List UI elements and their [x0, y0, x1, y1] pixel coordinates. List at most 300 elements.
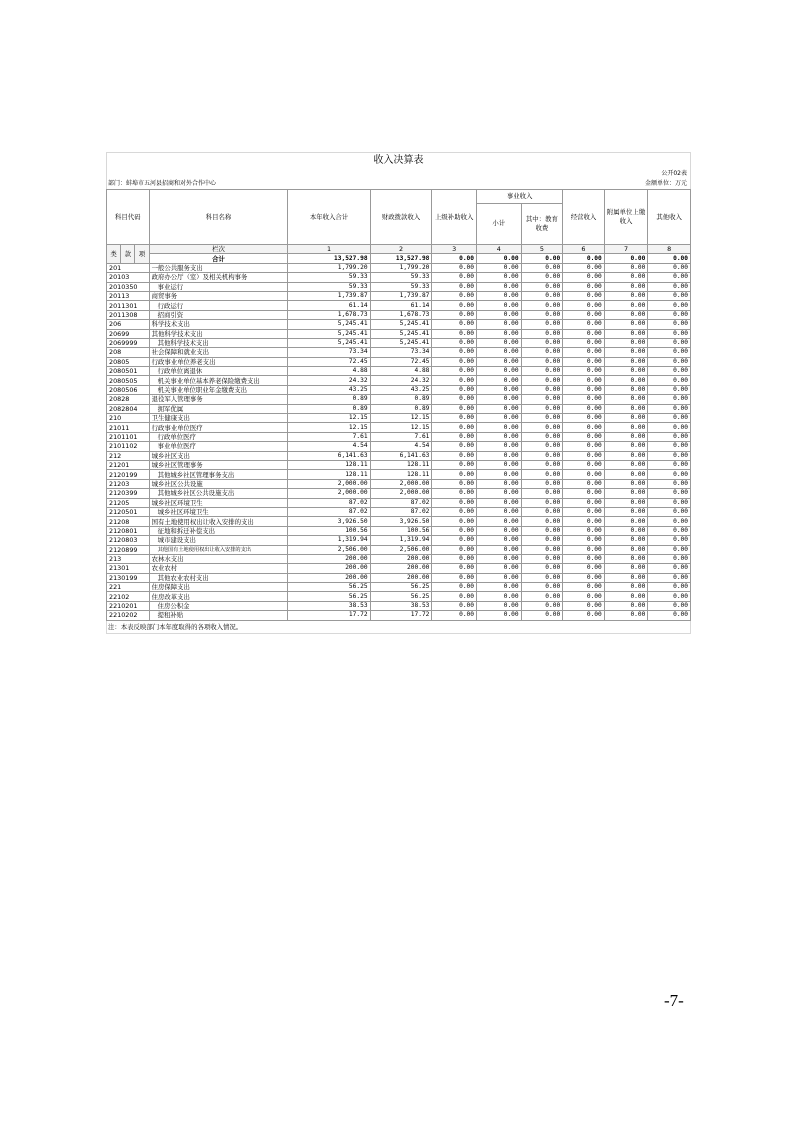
row-zero-amount: 0.00 [432, 460, 477, 469]
row-amount: 56.25 [370, 583, 432, 592]
row-amount: 72.45 [370, 357, 432, 366]
row-zero-amount: 0.00 [563, 404, 605, 413]
income-statement-sheet [106, 152, 691, 634]
row-zero-amount: 0.00 [477, 451, 522, 460]
row-zero-amount: 0.00 [477, 385, 522, 394]
row-zero-amount: 0.00 [521, 395, 563, 404]
total-label: 合计 [149, 254, 288, 263]
table-row [107, 357, 691, 366]
row-zero-amount: 0.00 [432, 357, 477, 366]
row-zero-amount: 0.00 [432, 470, 477, 479]
row-zero-amount: 0.00 [648, 601, 691, 610]
row-zero-amount: 0.00 [648, 385, 691, 394]
total-cell: 0.00 [477, 254, 522, 263]
row-subject-code: 2082804 [107, 404, 150, 413]
row-subject-name: 机关事业单位基本养老保险缴费支出 [149, 376, 288, 385]
row-subject-code: 22102 [107, 592, 150, 601]
row-zero-amount: 0.00 [477, 282, 522, 291]
table-row [107, 329, 691, 338]
row-subject-name: 一般公共服务支出 [149, 263, 288, 272]
header-other-income: 其他收入 [648, 190, 691, 245]
row-subject-code: 20103 [107, 273, 150, 282]
table-row [107, 301, 691, 310]
column-number: 2 [370, 245, 432, 254]
row-subject-name: 城乡社区管理事务 [149, 460, 288, 469]
row-zero-amount: 0.00 [477, 404, 522, 413]
row-zero-amount: 0.00 [648, 310, 691, 319]
row-zero-amount: 0.00 [432, 263, 477, 272]
row-zero-amount: 0.00 [521, 432, 563, 441]
row-zero-amount: 0.00 [477, 367, 522, 376]
row-amount: 1,678.73 [370, 310, 432, 319]
row-zero-amount: 0.00 [521, 310, 563, 319]
row-zero-amount: 0.00 [432, 348, 477, 357]
row-zero-amount: 0.00 [604, 460, 648, 469]
row-subject-name: 住房改革支出 [149, 592, 288, 601]
row-amount: 73.34 [288, 348, 370, 357]
row-subject-name: 行政运行 [149, 301, 288, 310]
row-subject-code: 20805 [107, 357, 150, 366]
row-amount: 2,000.00 [288, 489, 370, 498]
row-amount: 17.72 [288, 611, 370, 620]
row-zero-amount: 0.00 [604, 282, 648, 291]
row-subject-name: 政府办公厅（室）及相关机构事务 [149, 273, 288, 282]
row-zero-amount: 0.00 [563, 385, 605, 394]
row-zero-amount: 0.00 [432, 536, 477, 545]
row-amount: 2,000.00 [370, 489, 432, 498]
row-subject-code: 2210202 [107, 611, 150, 620]
row-zero-amount: 0.00 [521, 282, 563, 291]
table-note: 注：本表反映部门本年度取得的各项收入情况。 [106, 621, 691, 634]
row-zero-amount: 0.00 [604, 554, 648, 563]
header-row-index: 栏次 [149, 245, 288, 254]
row-zero-amount: 0.00 [521, 517, 563, 526]
row-subject-name: 提租补贴 [149, 611, 288, 620]
row-amount: 43.25 [370, 385, 432, 394]
table-row [107, 273, 691, 282]
row-amount: 1,739.87 [370, 291, 432, 300]
row-zero-amount: 0.00 [604, 517, 648, 526]
row-subject-name: 退役军人管理事务 [149, 395, 288, 404]
row-subject-name: 卫生健康支出 [149, 414, 288, 423]
row-zero-amount: 0.00 [521, 385, 563, 394]
row-zero-amount: 0.00 [477, 357, 522, 366]
row-zero-amount: 0.00 [477, 507, 522, 516]
row-amount: 0.89 [288, 404, 370, 413]
row-amount: 38.53 [370, 601, 432, 610]
row-subject-code: 2101102 [107, 442, 150, 451]
row-zero-amount: 0.00 [604, 291, 648, 300]
row-subject-name: 行政单位离退休 [149, 367, 288, 376]
row-zero-amount: 0.00 [563, 367, 605, 376]
row-zero-amount: 0.00 [648, 348, 691, 357]
row-amount: 72.45 [288, 357, 370, 366]
row-zero-amount: 0.00 [648, 423, 691, 432]
row-zero-amount: 0.00 [604, 310, 648, 319]
header-affiliated-income: 附属单位上缴收入 [604, 190, 648, 245]
row-zero-amount: 0.00 [563, 395, 605, 404]
row-zero-amount: 0.00 [432, 451, 477, 460]
row-subject-code: 2210201 [107, 601, 150, 610]
row-amount: 59.33 [288, 273, 370, 282]
row-subject-name: 城乡社区环境卫生 [149, 507, 288, 516]
row-zero-amount: 0.00 [648, 404, 691, 413]
total-cell: 0.00 [563, 254, 605, 263]
row-zero-amount: 0.00 [477, 338, 522, 347]
row-zero-amount: 0.00 [604, 404, 648, 413]
row-zero-amount: 0.00 [432, 489, 477, 498]
row-subject-name: 其他国有土地使用权出让收入安排的支出 [149, 545, 288, 554]
row-zero-amount: 0.00 [648, 357, 691, 366]
row-subject-code: 21301 [107, 564, 150, 573]
row-amount: 6,141.63 [288, 451, 370, 460]
row-amount: 17.72 [370, 611, 432, 620]
row-zero-amount: 0.00 [432, 301, 477, 310]
row-subject-code: 2011308 [107, 310, 150, 319]
row-zero-amount: 0.00 [563, 526, 605, 535]
table-row [107, 564, 691, 573]
row-zero-amount: 0.00 [563, 320, 605, 329]
row-subject-code: 21201 [107, 460, 150, 469]
row-zero-amount: 0.00 [521, 273, 563, 282]
table-row [107, 554, 691, 563]
row-zero-amount: 0.00 [521, 583, 563, 592]
row-zero-amount: 0.00 [477, 564, 522, 573]
row-zero-amount: 0.00 [432, 592, 477, 601]
row-zero-amount: 0.00 [648, 301, 691, 310]
row-zero-amount: 0.00 [648, 291, 691, 300]
row-zero-amount: 0.00 [432, 601, 477, 610]
row-zero-amount: 0.00 [563, 282, 605, 291]
form-code: 公开02表 [661, 170, 687, 177]
row-zero-amount: 0.00 [648, 583, 691, 592]
column-number: 7 [604, 245, 648, 254]
row-subject-code: 2120199 [107, 470, 150, 479]
form-code-row [106, 169, 691, 179]
row-zero-amount: 0.00 [432, 310, 477, 319]
row-zero-amount: 0.00 [563, 451, 605, 460]
row-zero-amount: 0.00 [648, 432, 691, 441]
row-zero-amount: 0.00 [604, 357, 648, 366]
row-zero-amount: 0.00 [521, 526, 563, 535]
row-zero-amount: 0.00 [477, 583, 522, 592]
row-amount: 128.11 [288, 470, 370, 479]
row-zero-amount: 0.00 [521, 263, 563, 272]
row-amount: 59.33 [370, 282, 432, 291]
row-zero-amount: 0.00 [521, 564, 563, 573]
row-subject-code: 20828 [107, 395, 150, 404]
row-zero-amount: 0.00 [477, 291, 522, 300]
row-subject-name: 住房保障支出 [149, 583, 288, 592]
row-zero-amount: 0.00 [648, 611, 691, 620]
row-zero-amount: 0.00 [521, 536, 563, 545]
row-amount: 61.14 [370, 301, 432, 310]
table-row [107, 611, 691, 620]
row-zero-amount: 0.00 [604, 498, 648, 507]
row-subject-name: 农业农村 [149, 564, 288, 573]
row-zero-amount: 0.00 [477, 573, 522, 582]
table-row [107, 310, 691, 319]
row-amount: 100.56 [288, 526, 370, 535]
row-zero-amount: 0.00 [604, 526, 648, 535]
row-zero-amount: 0.00 [604, 395, 648, 404]
row-amount: 1,319.94 [288, 536, 370, 545]
row-zero-amount: 0.00 [521, 611, 563, 620]
row-zero-amount: 0.00 [432, 385, 477, 394]
row-amount: 4.88 [370, 367, 432, 376]
row-amount: 56.25 [288, 592, 370, 601]
row-zero-amount: 0.00 [521, 376, 563, 385]
row-zero-amount: 0.00 [432, 329, 477, 338]
row-zero-amount: 0.00 [563, 263, 605, 272]
row-subject-code: 21011 [107, 423, 150, 432]
row-subject-name: 招商引资 [149, 310, 288, 319]
row-zero-amount: 0.00 [563, 498, 605, 507]
row-zero-amount: 0.00 [521, 301, 563, 310]
row-zero-amount: 0.00 [604, 564, 648, 573]
row-subject-name: 征地和拆迁补偿支出 [149, 526, 288, 535]
row-zero-amount: 0.00 [604, 338, 648, 347]
row-zero-amount: 0.00 [432, 404, 477, 413]
row-subject-name: 行政事业单位养老支出 [149, 357, 288, 366]
row-zero-amount: 0.00 [477, 470, 522, 479]
table-row [107, 545, 691, 554]
row-amount: 56.25 [370, 592, 432, 601]
row-zero-amount: 0.00 [648, 442, 691, 451]
header-lei: 类 [107, 245, 121, 264]
row-amount: 0.89 [288, 395, 370, 404]
row-zero-amount: 0.00 [432, 395, 477, 404]
row-subject-code: 20699 [107, 329, 150, 338]
row-amount: 5,245.41 [288, 320, 370, 329]
row-zero-amount: 0.00 [432, 517, 477, 526]
row-zero-amount: 0.00 [521, 414, 563, 423]
header-subject-code: 科目代码 [107, 190, 150, 245]
table-row [107, 573, 691, 582]
row-zero-amount: 0.00 [604, 385, 648, 394]
row-amount: 200.00 [288, 573, 370, 582]
row-zero-amount: 0.00 [521, 329, 563, 338]
row-zero-amount: 0.00 [432, 338, 477, 347]
total-cell: 0.00 [648, 254, 691, 263]
row-zero-amount: 0.00 [432, 442, 477, 451]
row-zero-amount: 0.00 [521, 489, 563, 498]
column-number: 1 [288, 245, 370, 254]
row-zero-amount: 0.00 [648, 367, 691, 376]
row-amount: 1,799.20 [370, 263, 432, 272]
row-zero-amount: 0.00 [563, 338, 605, 347]
row-amount: 43.25 [288, 385, 370, 394]
header-kuan: 款 [121, 245, 135, 264]
table-row [107, 460, 691, 469]
table-row [107, 592, 691, 601]
row-zero-amount: 0.00 [432, 423, 477, 432]
row-zero-amount: 0.00 [477, 414, 522, 423]
table-row [107, 517, 691, 526]
row-zero-amount: 0.00 [521, 554, 563, 563]
row-amount: 24.32 [288, 376, 370, 385]
column-number: 5 [521, 245, 563, 254]
row-zero-amount: 0.00 [604, 601, 648, 610]
total-cell: 0.00 [521, 254, 563, 263]
row-amount: 12.15 [288, 423, 370, 432]
row-amount: 38.53 [288, 601, 370, 610]
row-zero-amount: 0.00 [521, 357, 563, 366]
row-amount: 0.89 [370, 404, 432, 413]
row-subject-name: 住房公积金 [149, 601, 288, 610]
row-zero-amount: 0.00 [432, 611, 477, 620]
row-amount: 2,506.00 [370, 545, 432, 554]
row-zero-amount: 0.00 [521, 423, 563, 432]
row-zero-amount: 0.00 [604, 545, 648, 554]
table-row [107, 338, 691, 347]
row-zero-amount: 0.00 [521, 470, 563, 479]
row-zero-amount: 0.00 [521, 498, 563, 507]
row-subject-code: 21203 [107, 479, 150, 488]
row-zero-amount: 0.00 [604, 263, 648, 272]
row-amount: 1,799.20 [288, 263, 370, 272]
row-zero-amount: 0.00 [477, 536, 522, 545]
row-amount: 12.15 [370, 414, 432, 423]
table-row [107, 507, 691, 516]
row-zero-amount: 0.00 [648, 414, 691, 423]
table-row [107, 489, 691, 498]
row-subject-name: 城乡社区支出 [149, 451, 288, 460]
row-zero-amount: 0.00 [604, 451, 648, 460]
row-amount: 200.00 [288, 564, 370, 573]
row-zero-amount: 0.00 [521, 291, 563, 300]
row-zero-amount: 0.00 [563, 564, 605, 573]
row-subject-name: 城乡社区公共设施 [149, 479, 288, 488]
row-amount: 61.14 [288, 301, 370, 310]
row-zero-amount: 0.00 [648, 498, 691, 507]
table-row [107, 526, 691, 535]
row-zero-amount: 0.00 [604, 301, 648, 310]
total-cell: 13,527.98 [370, 254, 432, 263]
total-cell: 0.00 [432, 254, 477, 263]
row-zero-amount: 0.00 [563, 489, 605, 498]
header-subtotal: 小计 [477, 203, 522, 244]
row-zero-amount: 0.00 [563, 414, 605, 423]
row-zero-amount: 0.00 [521, 320, 563, 329]
row-zero-amount: 0.00 [432, 320, 477, 329]
row-zero-amount: 0.00 [604, 479, 648, 488]
row-subject-name: 科学技术支出 [149, 320, 288, 329]
row-zero-amount: 0.00 [648, 395, 691, 404]
row-zero-amount: 0.00 [477, 348, 522, 357]
row-zero-amount: 0.00 [604, 432, 648, 441]
table-row [107, 395, 691, 404]
row-zero-amount: 0.00 [477, 489, 522, 498]
row-zero-amount: 0.00 [432, 282, 477, 291]
table-row [107, 432, 691, 441]
row-amount: 24.32 [370, 376, 432, 385]
row-subject-name: 其他城乡社区公共设施支出 [149, 489, 288, 498]
row-amount: 1,739.87 [288, 291, 370, 300]
table-row [107, 498, 691, 507]
row-zero-amount: 0.00 [432, 507, 477, 516]
row-zero-amount: 0.00 [477, 301, 522, 310]
row-zero-amount: 0.00 [648, 460, 691, 469]
row-amount: 73.34 [370, 348, 432, 357]
row-zero-amount: 0.00 [604, 611, 648, 620]
row-zero-amount: 0.00 [521, 338, 563, 347]
row-subject-code: 221 [107, 583, 150, 592]
page-number: -7- [664, 991, 684, 1010]
row-zero-amount: 0.00 [521, 507, 563, 516]
row-zero-amount: 0.00 [477, 526, 522, 535]
row-zero-amount: 0.00 [432, 545, 477, 554]
row-subject-code: 2069999 [107, 338, 150, 347]
row-amount: 2,000.00 [288, 479, 370, 488]
row-zero-amount: 0.00 [521, 592, 563, 601]
row-subject-code: 2101101 [107, 432, 150, 441]
row-subject-name: 事业运行 [149, 282, 288, 291]
row-zero-amount: 0.00 [604, 367, 648, 376]
table-row [107, 470, 691, 479]
row-zero-amount: 0.00 [563, 273, 605, 282]
row-subject-code: 2080501 [107, 367, 150, 376]
row-subject-name: 城市建设支出 [149, 536, 288, 545]
row-zero-amount: 0.00 [521, 451, 563, 460]
header-fiscal-allocation: 财政拨款收入 [370, 190, 432, 245]
table-row [107, 423, 691, 432]
row-zero-amount: 0.00 [604, 507, 648, 516]
row-zero-amount: 0.00 [477, 310, 522, 319]
row-zero-amount: 0.00 [563, 460, 605, 469]
row-amount: 2,000.00 [370, 479, 432, 488]
row-zero-amount: 0.00 [521, 573, 563, 582]
row-zero-amount: 0.00 [648, 263, 691, 272]
row-zero-amount: 0.00 [648, 329, 691, 338]
row-amount: 56.25 [288, 583, 370, 592]
row-zero-amount: 0.00 [563, 601, 605, 610]
row-subject-name: 事业单位医疗 [149, 442, 288, 451]
row-zero-amount: 0.00 [432, 479, 477, 488]
table-body [107, 263, 691, 620]
row-zero-amount: 0.00 [477, 498, 522, 507]
row-subject-code: 20113 [107, 291, 150, 300]
table-row [107, 291, 691, 300]
row-zero-amount: 0.00 [477, 479, 522, 488]
row-zero-amount: 0.00 [563, 479, 605, 488]
row-zero-amount: 0.00 [563, 376, 605, 385]
row-subject-code: 2120801 [107, 526, 150, 535]
income-table [106, 189, 691, 621]
row-amount: 4.88 [288, 367, 370, 376]
row-zero-amount: 0.00 [563, 301, 605, 310]
row-zero-amount: 0.00 [477, 545, 522, 554]
row-amount: 0.89 [370, 395, 432, 404]
total-cell: 13,527.98 [288, 254, 370, 263]
row-amount: 200.00 [370, 573, 432, 582]
row-zero-amount: 0.00 [648, 489, 691, 498]
row-zero-amount: 0.00 [648, 451, 691, 460]
row-subject-code: 2010350 [107, 282, 150, 291]
row-amount: 5,245.41 [288, 338, 370, 347]
row-zero-amount: 0.00 [563, 348, 605, 357]
column-number: 8 [648, 245, 691, 254]
row-amount: 128.11 [370, 470, 432, 479]
row-zero-amount: 0.00 [563, 545, 605, 554]
row-zero-amount: 0.00 [521, 442, 563, 451]
row-amount: 7.61 [370, 432, 432, 441]
row-subject-code: 208 [107, 348, 150, 357]
row-amount: 87.02 [288, 498, 370, 507]
row-zero-amount: 0.00 [563, 507, 605, 516]
row-amount: 200.00 [288, 554, 370, 563]
row-zero-amount: 0.00 [477, 329, 522, 338]
